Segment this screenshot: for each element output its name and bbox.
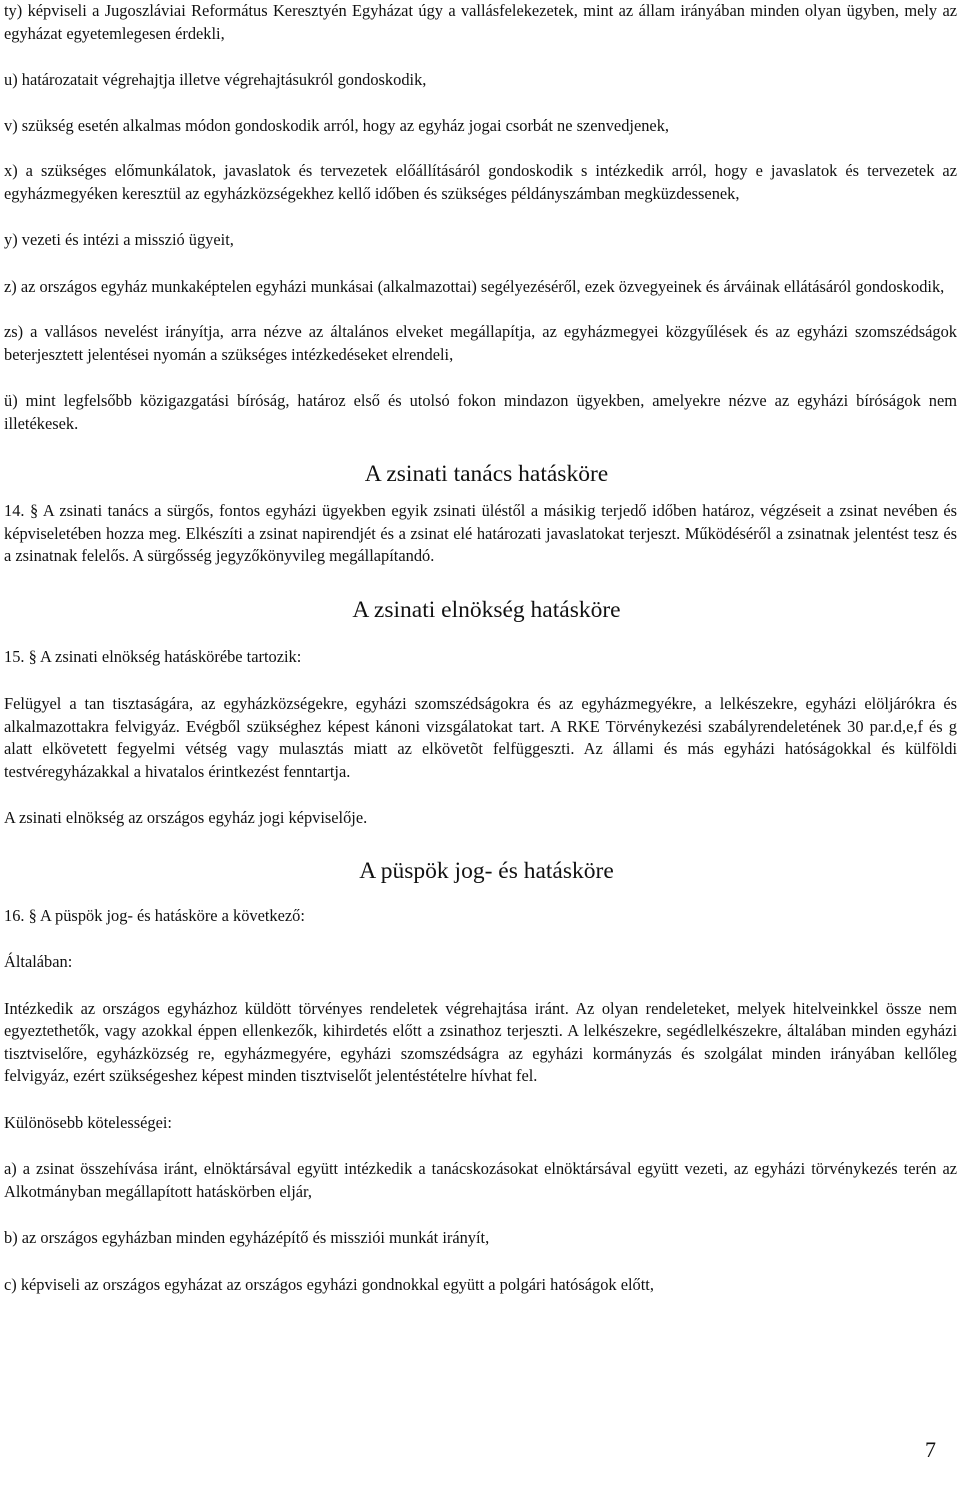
section-sign: §: [30, 501, 39, 520]
clause-v: v) szükség esetén alkalmas módon gondoskodik arról, hogy az egyház jogai csorbát ne szenvedjenek,: [4, 115, 669, 135]
clause-y: y) vezeti és intézi a misszió ügyeit,: [4, 230, 234, 249]
paragraph-16-intro: [4, 905, 957, 928]
duty-c: c) képviseli az országos egyházat az országos egyházi gondnokkal együtt a polgári hatóságok előtt,: [4, 1274, 654, 1294]
heading-council: A zsinati tanács hatásköre: [364, 461, 609, 487]
clause-u: u) határozatait végrehajtja illetve végrehajtásukról gondoskodik,: [4, 70, 427, 89]
duty-b: b) az országos egyházban minden egyházépítő és missziói munkát irányít,: [4, 1228, 490, 1247]
general-label: Általában:: [4, 952, 73, 971]
duty-a: a) a zsinat összehívása iránt, elnöktársával együtt intézkedik a tanácskozásokat elnöktársával együtt vezeti, az egyházi törvénykezés terén az Alkotmányban megállapított hatáskörben eljár,: [4, 1159, 957, 1201]
paragraph-15-representation: A zsinati elnökség az országos egyház jogi képviselője.: [4, 808, 368, 827]
paragraph-text: A zsinati tanács a sürgős, fontos egyházi ügyekben egyik zsinati üléstől a másikig terjedő időben határoz, végzéseit a zsinat nevében és képviseletében hozza meg. Elkészíti a zsinat napirendjét és a zsinat elé határozati javaslatokat terjeszt. Működéséről a zsinatnak jelentést tesz és a zsinatnak felelős. A sürgősség jegyzőkönyvileg megállapítandó.: [4, 501, 957, 565]
clause-ty: ty) képviseli a Jugoszláviai Református Keresztyén Egyházat úgy a vallásfelekezetek, mint az állam irányában minden olyan ügyben, mely az egyházat egyetemlegesen érdekli,: [4, 1, 957, 43]
paragraph-intro: A püspök jog- és hatásköre a következő:: [40, 905, 305, 925]
page-number: 7: [925, 1437, 936, 1462]
paragraph-intro: A zsinati elnökség hatáskörébe tartozik:: [40, 646, 302, 666]
paragraph-number: 16.: [4, 905, 25, 925]
general-text: Intézkedik az országos egyházhoz küldött törvényes rendeletek végrehajtása iránt. Az olyan rendeleteket, melyek hitelveinkkel össze nem egyeztethetők, vagy azokkal éppen ellenkezők, kihirdetés előtt a zsinathoz terjeszti. A lelkészekre, segédlelkészekre, általában minden egyházi tisztviselőre, egyházközség re, egyházmegyére, egyházi szomszédságra az egyházi kormányzás és szolgálat minden irányában kellőleg felvigyáz, ezért szükségeshez képest minden tisztviselőt jelentéstételre hívhat fel.: [4, 998, 957, 1085]
paragraph-15-text: Felügyel a tan tisztaságára, az egyházközségekre, egyházi szomszédságokra és az egyházmegyékre, a lelkészekre, egyházi elöljárókra és alkalmazottakra felvigyáz. Evégből szükséghez képest kánoni vizsgálatokat tart. A RKE Törvénykezési szabályrendeletének 30 par.d,e,f és g alatt elkövetett fegyelmi vétség vagy mulasztás miatt az elkövetõt felfüggeszti. Az állami és más egyházi hatóságokkal és külföldi testvéregyházakkal a hivatalos érintkezést fenntartja.: [4, 694, 957, 781]
paragraph-14: [4, 500, 957, 568]
clause-zs: zs) a vallásos nevelést irányítja, arra nézve az általános elveket megállapítja, az egyházmegyei közgyűlések és az egyházi szomszédságok beterjesztett jelentései nyomán a szükséges intézkedéseket elrendeli,: [4, 322, 957, 364]
duties-label: Különösebb kötelességei:: [4, 1112, 172, 1132]
heading-bishop: A püspök jog- és hatásköre: [359, 857, 614, 884]
paragraph-number: 14.: [4, 501, 25, 520]
section-sign: §: [28, 646, 37, 666]
heading-presidium: A zsinati elnökség hatásköre: [352, 596, 621, 623]
section-sign: §: [28, 905, 37, 925]
paragraph-15-intro: [4, 646, 957, 669]
paragraph-number: 15.: [4, 646, 25, 666]
clause-x: x) a szükséges előmunkálatok, javaslatok és tervezetek előállításáról gondoskodik s intézkedik arról, hogy e javaslatok és tervezetek az egyházmegyéken keresztül az egyházközségekhez kellő időben és szükséges példányszámban megküzdessenek,: [4, 161, 957, 203]
clause-z: z) az országos egyház munkaképtelen egyházi munkásai (alkalmazottai) segélyezéséről, ezek özvegyeinek és árváinak ellátásáról gondoskodik,: [4, 276, 945, 296]
clause-ue: ü) mint legfelsőbb közigazgatási bíróság, határoz első és utolsó fokon mindazon ügyekben, amelyekre nézve az egyházi bíróságok nem illetékesek.: [4, 391, 957, 433]
